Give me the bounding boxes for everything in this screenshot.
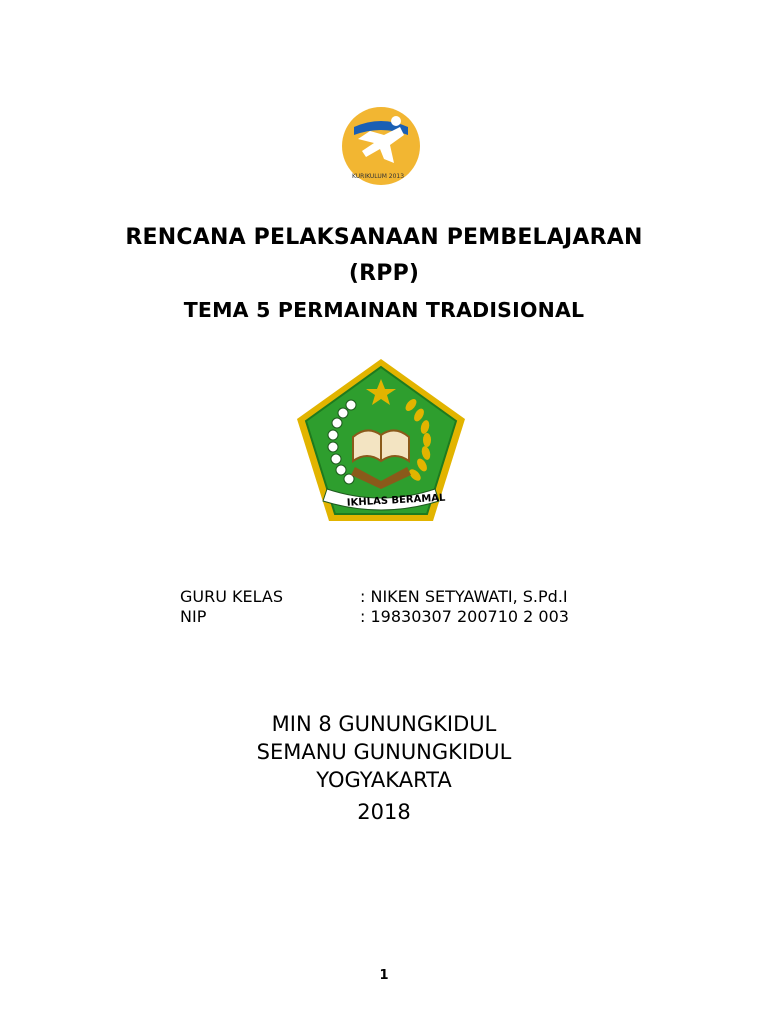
guru-value: : NIKEN SETYAWATI, S.Pd.I [360,587,568,606]
document-title: RENCANA PELAKSANAAN PEMBELAJARAN [125,225,643,250]
page-number: 1 [379,968,389,983]
nip-value: : 19830307 200710 2 003 [360,607,569,626]
nip-label: NIP [180,607,207,626]
document-year: 2018 [357,800,411,824]
logo-ring-text: KURIKULUM 2013 [352,173,405,180]
kemenag-emblem [293,357,469,525]
ribbon-text: IKHLAS BERAMAL [346,492,446,509]
institution-district: SEMANU GUNUNGKIDUL [256,740,512,764]
document-subtitle: (RPP) [348,261,420,286]
institution-province: YOGYAKARTA [316,768,452,792]
guru-label: GURU KELAS [180,587,284,606]
institution-name: MIN 8 GUNUNGKIDUL [271,712,497,736]
theme-title: TEMA 5 PERMAINAN TRADISIONAL [183,298,585,322]
kurikulum-2013-logo [340,105,422,187]
